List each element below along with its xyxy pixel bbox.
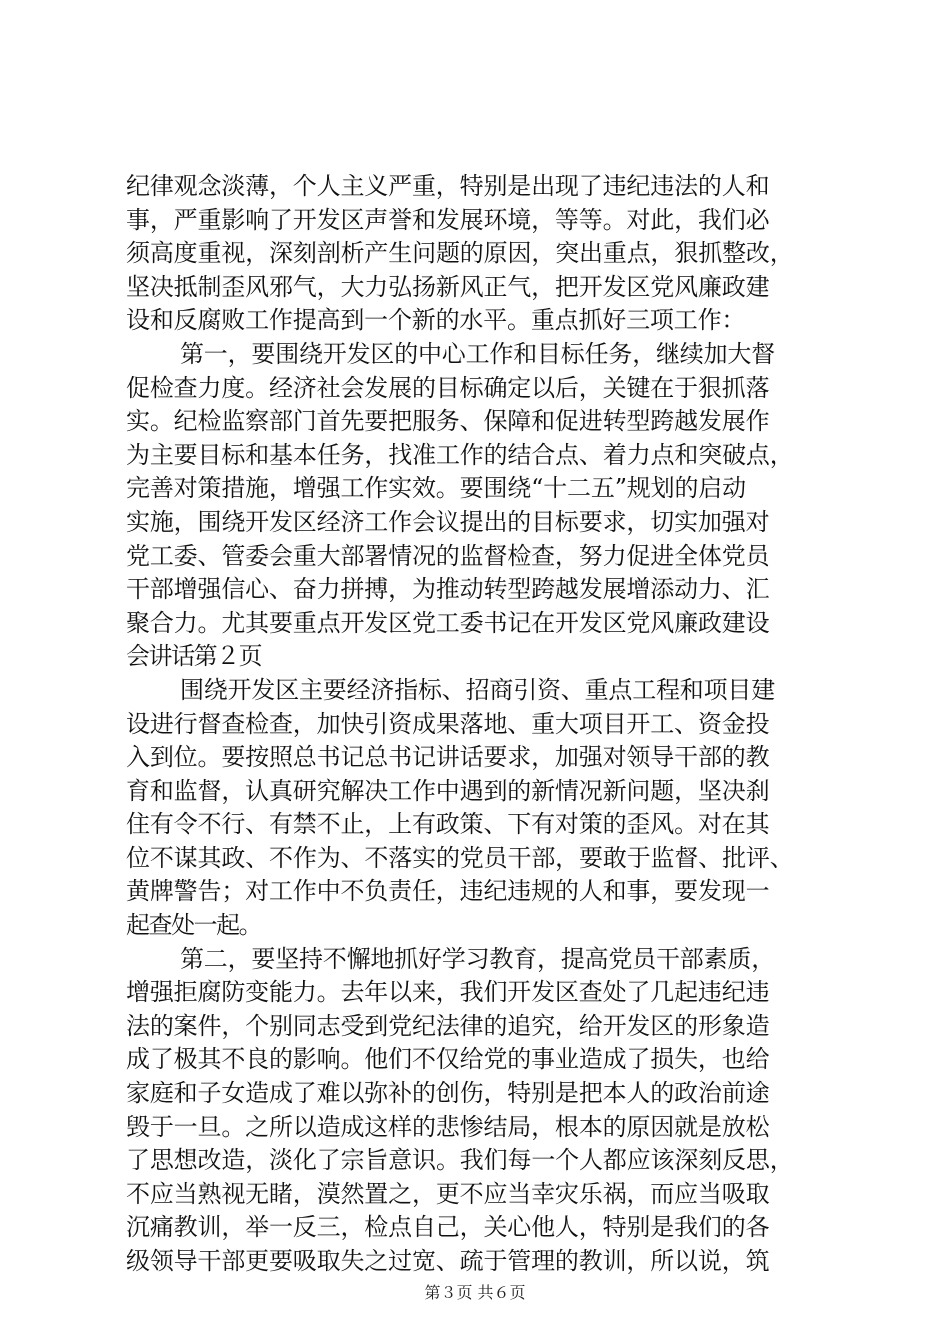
text-line: 入到位。要按照总书记总书记讲话要求，加强对领导干部的教 [126,743,770,772]
text-line: 设和反腐败工作提高到一个新的水平。重点抓好三项工作： [126,306,746,335]
text-line: 设进行督查检查，加快引资成果落地、重大项目开工、资金投 [126,709,770,738]
text-line: 增强拒腐防变能力。去年以来，我们开发区查处了几起违纪违 [126,978,770,1007]
text-line: 实施，围绕开发区经济工作会议提出的目标要求，切实加强对 [126,507,770,536]
body-text [126,170,836,1279]
text-line: 成了极其不良的影响。他们不仅给党的事业造成了损失，也给 [126,1045,770,1074]
text-line: 坚决抵制歪风邪气，大力弘扬新风正气，把开发区党风廉政建 [126,272,770,301]
text-line: 党工委、管委会重大部署情况的监督检查，努力促进全体党员 [126,541,770,570]
text-line: 促检查力度。经济社会发展的目标确定以后，关键在于狠抓落 [126,373,770,402]
page-footer: 第３页 共６页 [424,1283,526,1302]
text-line: 干部增强信心、奋力拼搏，为推动转型跨越发展增添动力、汇 [126,575,770,604]
text-line: 第二，要坚持不懈地抓好学习教育，提高党员干部素质， [180,944,775,973]
text-line: 沉痛教训，举一反三，检点自己，关心他人，特别是我们的各 [126,1213,770,1242]
text-line: 法的案件，个别同志受到党纪法律的追究，给开发区的形象造 [126,1011,770,1040]
text-line: 住有令不行、有禁不止，上有政策、下有对策的歪风。对在其 [126,810,770,839]
text-line: 聚合力。尤其要重点开发区党工委书记在开发区党风廉政建设 [126,608,770,637]
text-line: 实。纪检监察部门首先要把服务、保障和促进转型跨越发展作 [126,407,770,436]
text-line: 毁于一旦。之所以造成这样的悲惨结局，根本的原因就是放松 [126,1112,770,1141]
text-line: 了思想改造，淡化了宗旨意识。我们每一个人都应该深刻反思， [126,1146,794,1175]
text-line: 须高度重视，深刻剖析产生问题的原因，突出重点，狠抓整改， [126,239,794,268]
text-line: 家庭和子女造成了难以弥补的创伤，特别是把本人的政治前途 [126,1079,770,1108]
text-line: 育和监督，认真研究解决工作中遇到的新情况新问题，坚决刹 [126,776,770,805]
text-line: 会讲话第２页 [126,642,262,671]
text-line: 起查处一起。 [126,911,262,940]
text-line: 事，严重影响了开发区声誉和发展环境，等等。对此，我们必 [126,205,770,234]
text-line: 为主要目标和基本任务，找准工作的结合点、着力点和突破点， [126,440,794,469]
text-line: 第一，要围绕开发区的中心工作和目标任务，继续加大督 [180,339,775,368]
text-line: 不应当熟视无睹，漠然置之，更不应当幸灾乐祸，而应当吸取 [126,1179,770,1208]
text-line: 围绕开发区主要经济指标、招商引资、重点工程和项目建 [180,675,775,704]
text-line: 完善对策措施，增强工作实效。要围绕“十二五”规划的启动 [126,474,746,503]
text-line: 位不谋其政、不作为、不落实的党员干部，要敢于监督、批评、 [126,843,794,872]
text-line: 纪律观念淡薄，个人主义严重，特别是出现了违纪违法的人和 [126,172,770,200]
text-line: 黄牌警告；对工作中不负责任，违纪违规的人和事，要发现一 [126,877,770,906]
text-line: 级领导干部更要吸取失之过宽、疏于管理的教训，所以说，筑 [126,1247,770,1275]
